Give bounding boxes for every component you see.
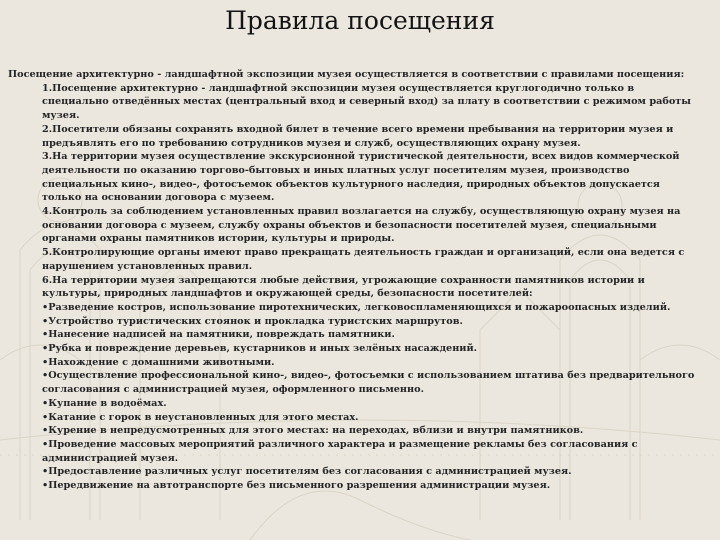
prohibition-item: •Предоставление различных услуг посетителям без согласования с администрацией музея. [42, 466, 572, 478]
prohibition-item: •Осуществление профессиональной кино-, видео-, фотосъемки с использованием штатива без предварительного согласования с администрацией музея, оформленного письменно. [42, 370, 695, 396]
prohibitions-list [8, 301, 702, 493]
rule-item: 5.Контролирующие органы имеют право прекращать деятельность граждан и организаций, если она ведется с нарушением установленных правил. [42, 247, 685, 272]
rules-text [8, 68, 702, 493]
page-title: Правила посещения [225, 6, 495, 35]
rule-item: 3.На территории музея осуществление экскурсионной туристической деятельности, всех видов коммерческой деятельности по оказанию торгово-бытовых и иных платных услуг посетителям музея, производство специальных кино-, видео-, фотосъемок объектов культурного наследия, природных объектов допускается только на основании договора с музеем. [42, 151, 680, 204]
prohibition-item: •Разведение костров, использование пиротехнических, легковоспламеняющихся и пожароопасных изделий. [42, 301, 671, 313]
prohibition-item: •Нанесение надписей на памятники, повреждать памятники. [42, 329, 395, 341]
rule-item: 2.Посетители обязаны сохранять входной билет в течение всего времени пребывания на территории музея и предъявлять его по требованию сотрудников музея и служб, осуществляющих охрану музея. [42, 123, 674, 149]
prohibition-item: •Передвижение на автотранспорте без письменного разрешения администрации музея. [42, 480, 551, 492]
intro-paragraph: Посещение архитектурно - ландшафтной экспозиции музея осуществляется в соответствии с правилами посещения: [8, 69, 685, 80]
prohibition-item: •Купание в водоёмах. [42, 397, 167, 409]
prohibition-item: •Катание с горок в неустановленных для этого местах. [42, 411, 359, 423]
prohibition-item: •Нахождение с домашними животными. [42, 356, 275, 368]
prohibition-item: •Проведение массовых мероприятий различного характера и размещение рекламы без согласования с администрацией музея. [42, 438, 638, 464]
prohibition-item: •Рубка и повреждение деревьев, кустарников и иных зелёных насаждений. [42, 343, 478, 355]
rule-item: 4.Контроль за соблюдением установленных правил возлагается на службу, осуществляющую охрану музея на основании договора с музеем, службу охраны объектов и безопасности посетителей музея, специальными органами охраны памятников истории, культуры и природы. [42, 206, 681, 245]
rule-item: 6.На территории музея запрещаются любые действия, угрожающие сохранности памятников истории и культуры, природных ландшафтов и окружающей среды, безопасности посетителей: [42, 274, 645, 300]
prohibition-item: •Курение в непредусмотренных для этого местах: на переходах, вблизи и внутри памятников. [42, 425, 584, 437]
rule-item: 1.Посещение архитектурно - ландшафтной экспозиции музея осуществляется круглогодично только в специально отведённых местах (центральный вход и северный вход) за плату в соответствии с режимом работы музея. [42, 82, 692, 122]
prohibition-item: •Устройство туристических стоянок и прокладка туристских маршрутов. [42, 315, 463, 327]
